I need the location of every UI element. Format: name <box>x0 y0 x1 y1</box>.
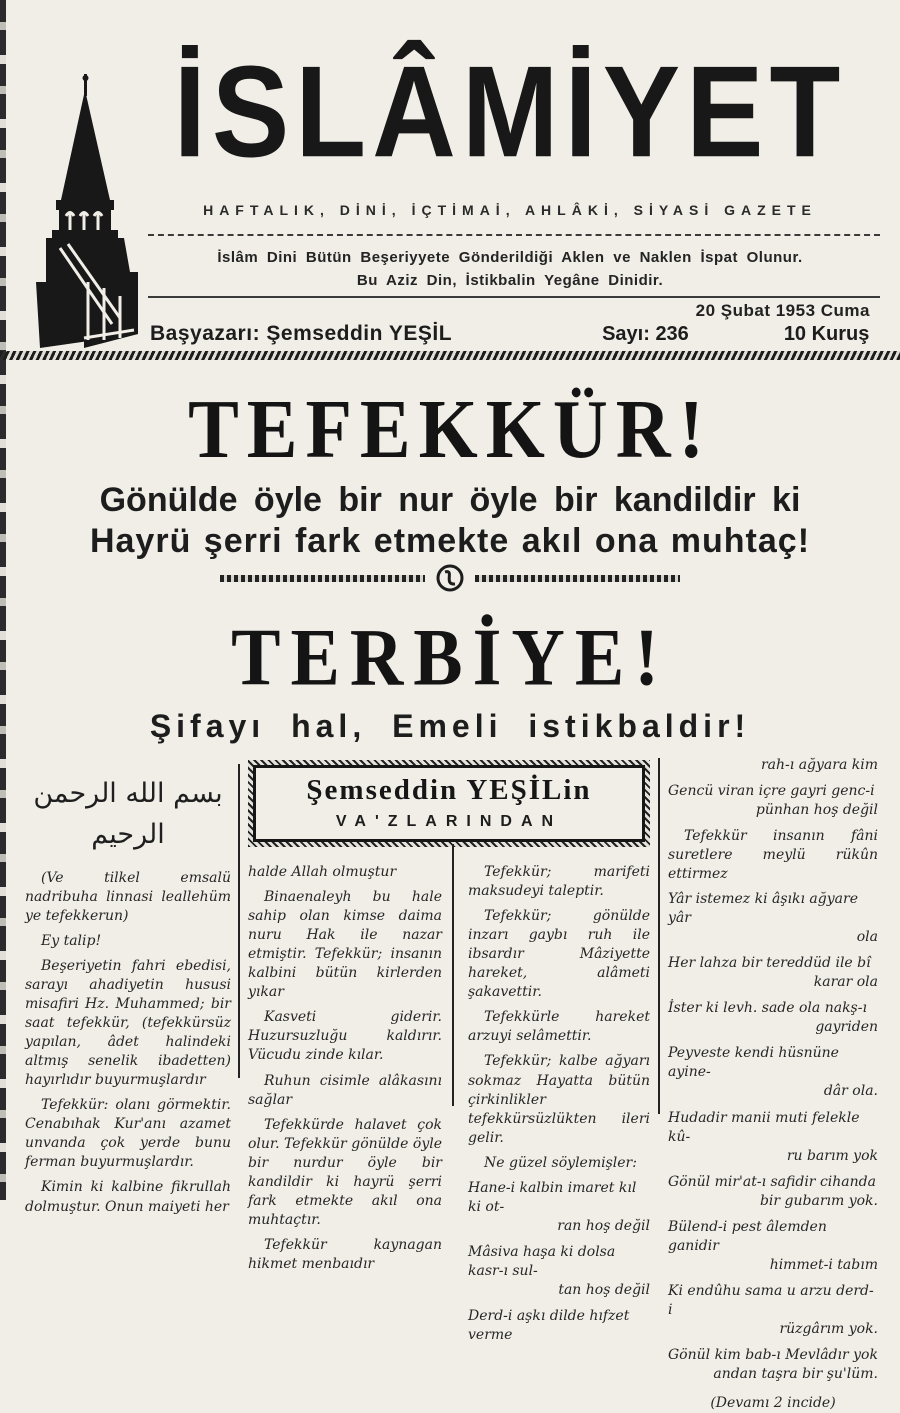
motto-line-1: İslâm Dini Bütün Beşeriyyete Gönderildiği Aklen ve Naklen İspat Olunur. <box>217 249 803 266</box>
text-line: Kasveti giderir. Huzursuzluğu kaldırır. Vücudu zinde kılar. <box>248 1009 442 1064</box>
ornament-divider <box>0 563 900 593</box>
vaaz-title-line1: Şemseddin YEŞİLin <box>306 774 592 806</box>
text-line: gayriden <box>815 1019 878 1036</box>
headline-tefekkur: TEFEKKÜR! <box>188 383 712 476</box>
text-line: Tefekkür kaynagan hikmet menbaıdır <box>248 1236 442 1272</box>
text-line: Peyveste kendi hüsnüne ayine- <box>668 1045 839 1081</box>
bismillah-calligraphy: بسم الله الرحمن الرحيم <box>33 778 223 850</box>
text-line: halde Allah olmuştur <box>248 864 397 881</box>
text-line: Tefekkür; kalbe ağyarı sokmaz Hayatta bütün çirkinlikler tefekkürsüzlükten ileri gelir. <box>468 1053 650 1146</box>
divider-strip-right <box>475 575 680 582</box>
text-line: Tefekkür insanın fâni suretlere meylü rükûn ettirmez <box>668 828 878 883</box>
column-left-text <box>25 869 231 1217</box>
masthead-rule-dashed <box>148 234 880 236</box>
body-columns <box>0 752 900 1411</box>
text-line: Hudadir manii muti felekle kû- <box>668 1109 860 1145</box>
column-right-text <box>668 756 878 1413</box>
rosette-ornament-icon <box>435 563 465 593</box>
masthead-subtitle: HAFTALIK, DİNİ, İÇTİMAİ, AHLÂKİ, SİYASİ GAZETE <box>203 202 817 218</box>
text-line: Tefekkürle hareket arzuyi selâmettir. <box>468 1009 650 1045</box>
text-line: İster ki levh. sade ola nakş-ı <box>668 1000 867 1017</box>
text-line: Tefekkür: olanı görmektir. Cenabıhak Kur'anı azamet unvanda çok yerde bunu ferman buyurmuşlardır. <box>25 1097 231 1171</box>
column-middle-section <box>248 760 650 1345</box>
text-line: rah-ı ağyara kim <box>760 757 878 773</box>
vaaz-header-frame <box>248 760 650 847</box>
text-line: pünhan hoş değil <box>755 802 878 819</box>
text-line: (Devamı 2 incide) <box>710 1394 836 1411</box>
text-line: Binaenaleyh bu hale sahip olan kimse daima nuru Hak ile nazar etmiştir. Tefekkür; insanın kalbini bütün kirlerden yıkar <box>248 889 442 1001</box>
issue-date: 20 Şubat 1953 Cuma <box>695 301 870 320</box>
masthead-bottom-rule <box>0 351 900 360</box>
column-2-text <box>248 857 451 1345</box>
text-line: ru barım yok <box>786 1147 878 1164</box>
headline-terbiye: TERBİYE! <box>231 613 669 704</box>
text-line: (Ve tilkel emsalü nadribuha linnasi leallehüm ye tefekkerun) <box>25 870 231 925</box>
text-line: Mâsiva haşa ki dolsa kasr-ı sul- <box>468 1243 616 1279</box>
text-line: tan hoş değil <box>558 1281 650 1298</box>
text-line: Ey talip! <box>41 933 102 950</box>
masthead-rule-solid <box>148 296 880 298</box>
editor-byline <box>150 322 452 346</box>
text-line: ran hoş değil <box>557 1217 650 1234</box>
text-line: Hane-i kalbin imaret kıl ki ot- <box>468 1179 637 1215</box>
text-line: Her lahza bir tereddüd ile bî <box>668 955 871 972</box>
column-rule-3 <box>658 758 660 1114</box>
text-line: Gönül kim bab-ı Mevlâdır yok <box>668 1346 878 1363</box>
vaaz-header-box <box>253 765 645 842</box>
text-line: Ne güzel söylemişler: <box>484 1154 637 1171</box>
text-line: andan taşra bir şu'lüm. <box>713 1365 878 1382</box>
text-line: dâr ola. <box>823 1083 878 1100</box>
motto-line-2: Bu Aziz Din, İstikbalin Yegâne Dinidir. <box>356 272 664 289</box>
text-line: rüzgârım yok. <box>779 1320 878 1337</box>
text-line: karar ola <box>813 974 878 991</box>
minaret-illustration <box>26 72 144 356</box>
tefekkur-subtitle-line1: Gönülde öyle bir nur öyle bir kandildir ki <box>99 481 801 519</box>
column-left <box>25 770 231 1223</box>
text-line: Gönül mir'at-ı safidir cihanda <box>668 1173 876 1190</box>
text-line: bir gubarım yok. <box>759 1192 878 1209</box>
text-line: Ki endûhu sama u arzu derd-i <box>668 1282 874 1318</box>
text-line: Yâr istemez ki âşıkı ağyare yâr <box>668 891 858 927</box>
column-rule-1 <box>238 764 240 1078</box>
divider-strip-left <box>220 575 425 582</box>
text-line: Tefekkür; gönülde inzarı gaybı ruh ile ibsardır Mâziyette hareket, alâmeti şakavettir. <box>468 908 650 1001</box>
text-line: Tefekkür; marifeti maksudeyi taleptir. <box>468 864 650 900</box>
issue-number: Sayı: 236 <box>602 323 689 345</box>
text-line: Ruhun cisimle alâkasını sağlar <box>248 1072 442 1108</box>
tefekkur-subtitle-line2: Hayrü şerri fark etmekte akıl ona muhtaç! <box>89 522 811 560</box>
column-3-text <box>451 857 650 1345</box>
terbiye-subtitle: Şifayı hal, Emeli istikbaldir! <box>149 708 751 744</box>
text-line: Gencü viran içre gayri genc-i <box>668 783 875 800</box>
text-line: ola <box>856 929 878 946</box>
text-line: Derd-i aşkı dilde hıfzet verme <box>468 1307 630 1343</box>
text-line: Kimin ki kalbine fikrullah dolmuştur. Onun maiyeti her <box>25 1179 231 1215</box>
middle-columns <box>248 857 650 1345</box>
text-line: himmet-i tabım <box>769 1256 878 1273</box>
masthead-title: İSLÂMİYET <box>173 38 847 185</box>
vaaz-title-line2: VA'ZLARINDAN <box>335 813 563 831</box>
text-line: Bülend-i pest âlemden ganidir <box>668 1218 827 1254</box>
text-line: Beşeriyetin fahri ebedisi, sarayı ahadiyetin hususi misafiri Hz. Muhammed; bir saat tefekkür, (tefekkürsüz yapılan, âdet halindeki altmış senelik ibadetten) hayırlıdır buyurmuşlardır <box>25 958 231 1089</box>
price: 10 Kuruş <box>783 323 870 345</box>
text-line: Tefekkürde halavet çok olur. Tefekkür gönülde öyle bir nurdur öyle bir kandildir ki hayrü şerri fark etmekte akıl ona muhtaçtır. <box>248 1116 442 1228</box>
editor-label: Başyazarı: <box>150 322 261 345</box>
editor-name: Şemseddin YEŞİL <box>266 322 453 345</box>
byline-row <box>150 322 880 346</box>
